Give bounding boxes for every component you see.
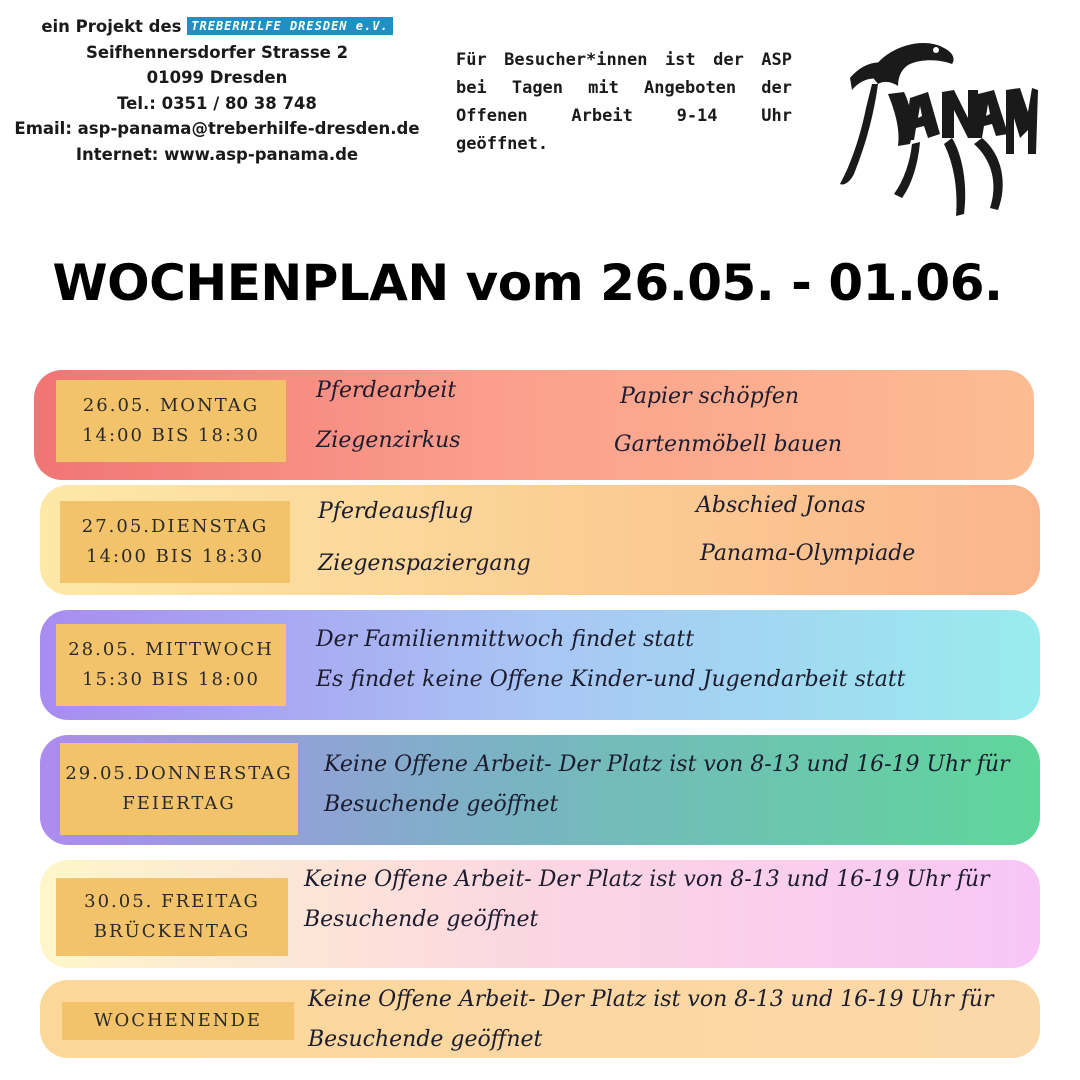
opening-notice: Für Besucher*innen ist der ASP bei Tagen mit Angeboten der Offenen Arbeit 9-14 Uhr geöffnet.: [456, 50, 792, 154]
note-line: Besuchende geöffnet: [324, 792, 559, 817]
date-line: 28.05. MITTWOCH: [68, 639, 274, 660]
date-line: WOCHENENDE: [93, 1010, 263, 1031]
date-line: 26.05. MONTAG: [82, 395, 260, 416]
city: 01099 Dresden: [146, 68, 288, 87]
day-note: [324, 745, 1010, 825]
time-line: 14:00 BIS 18:30: [82, 425, 260, 446]
note-line: Der Familienmittwoch findet statt: [316, 627, 695, 652]
date-box: [60, 743, 298, 835]
activity-papier-schoepfen: Papier schöpfen: [620, 384, 800, 409]
contact-block: [0, 14, 434, 167]
activity-gartenmoebel-bauen: Gartenmöbell bauen: [614, 432, 843, 457]
date-box: [62, 1002, 294, 1040]
activity-abschied-jonas: Abschied Jonas: [696, 493, 866, 518]
date-box: [60, 501, 290, 583]
date-line: 29.05.DONNERSTAG: [65, 763, 293, 784]
time-line: 15:30 BIS 18:00: [82, 669, 260, 690]
day-row-tuesday: [40, 485, 1040, 595]
panama-logo: [832, 34, 1038, 220]
day-row-friday: [40, 860, 1040, 968]
day-row-weekend: [40, 980, 1040, 1058]
status-line: BRÜCKENTAG: [93, 921, 251, 942]
day-note: [304, 860, 990, 940]
day-row-wednesday: [40, 610, 1040, 720]
project-prefix: ein Projekt des: [41, 17, 182, 36]
note-line: Keine Offene Arbeit- Der Platz ist von 8-13 und 16-19 Uhr für: [324, 752, 1010, 777]
phone: Tel.: 0351 / 80 38 748: [117, 93, 317, 113]
activity-ziegenzirkus: Ziegenzirkus: [316, 428, 461, 453]
activity-pferdearbeit: Pferdearbeit: [316, 378, 457, 403]
day-note: [316, 620, 906, 700]
org-name-badge: TREBERHILFE DRESDEN e.V.: [187, 17, 392, 35]
day-row-monday: [34, 370, 1034, 480]
date-box: [56, 624, 286, 706]
date-line: 30.05. FREITAG: [84, 891, 260, 912]
website: Internet: www.asp-panama.de: [75, 144, 359, 164]
activity-panama-olympiade: Panama-Olympiade: [700, 541, 916, 566]
activity-ziegenspaziergang: Ziegenspaziergang: [318, 551, 531, 576]
activity-pferdeausflug: Pferdeausflug: [318, 499, 474, 524]
time-line: 14:00 BIS 18:30: [86, 546, 264, 567]
day-note: [308, 980, 994, 1060]
date-box: [56, 878, 288, 956]
day-row-thursday: [40, 735, 1040, 845]
note-line: Besuchende geöffnet: [304, 907, 539, 932]
email: Email: asp-panama@treberhilfe-dresden.de: [14, 119, 420, 138]
project-line: [0, 14, 434, 40]
street-address: Seifhennersdorfer Strasse 2: [85, 42, 349, 62]
note-line: Keine Offene Arbeit- Der Platz ist von 8-13 und 16-19 Uhr für: [304, 867, 990, 892]
note-line: Keine Offene Arbeit- Der Platz ist von 8-13 und 16-19 Uhr für: [308, 987, 994, 1012]
note-line: Es findet keine Offene Kinder-und Jugendarbeit statt: [316, 667, 906, 692]
page-title: WOCHENPLAN vom 26.05. - 01.06.: [52, 254, 1003, 312]
status-line: FEIERTAG: [122, 793, 236, 814]
date-box: [56, 380, 286, 462]
note-line: Besuchende geöffnet: [308, 1027, 543, 1052]
date-line: 27.05.DIENSTAG: [81, 516, 269, 537]
